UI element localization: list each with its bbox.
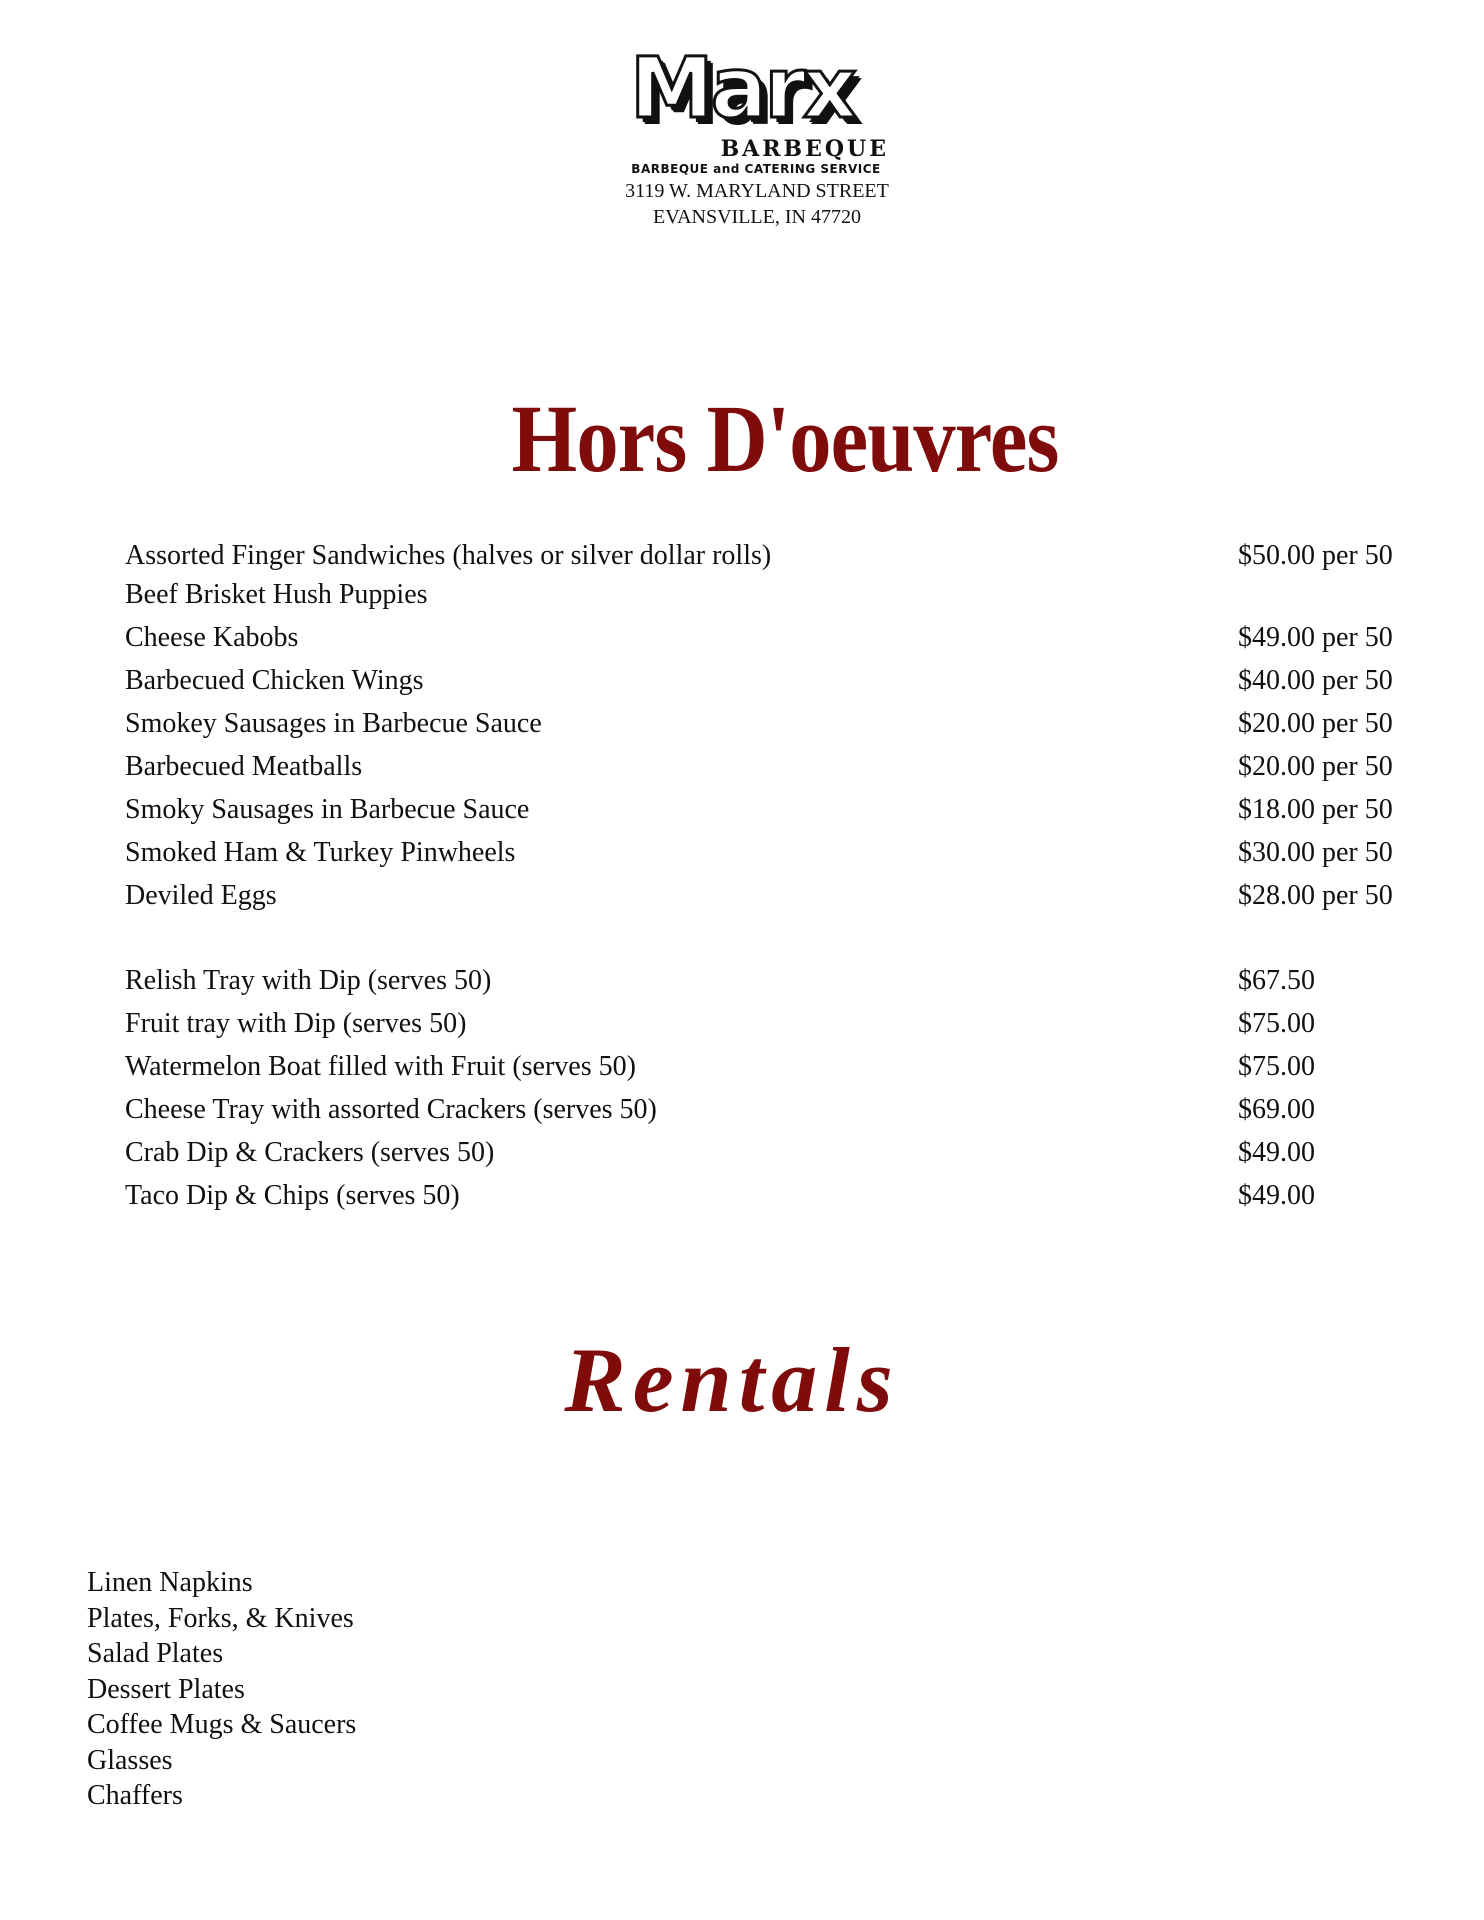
address-line-1: 3119 W. MARYLAND STREET bbox=[625, 180, 889, 202]
menu-item bbox=[125, 1045, 1415, 1088]
menu-item bbox=[125, 959, 1415, 1002]
menu-item-name: Beef Brisket Hush Puppies bbox=[125, 579, 428, 610]
menu-item-name: Crab Dip & Crackers (serves 50) bbox=[125, 1137, 495, 1168]
menu-item-name: Smoked Ham & Turkey Pinwheels bbox=[125, 837, 516, 868]
rentals-title: Rentals bbox=[564, 1329, 900, 1431]
menu-item bbox=[125, 1088, 1415, 1131]
letterhead bbox=[0, 39, 1484, 230]
menu-item bbox=[125, 1174, 1415, 1217]
menu-item-name: Deviled Eggs bbox=[125, 880, 277, 911]
menu-item-price: $20.00 per 50 bbox=[1238, 708, 1393, 739]
menu-item bbox=[125, 788, 1415, 831]
menu-item-price: $40.00 per 50 bbox=[1238, 665, 1393, 696]
menu-item bbox=[125, 745, 1415, 788]
menu-item-name: Cheese Kabobs bbox=[125, 622, 299, 653]
menu-item bbox=[125, 616, 1415, 659]
menu-item-price: $49.00 bbox=[1238, 1137, 1315, 1168]
rental-item: Coffee Mugs & Saucers bbox=[87, 1709, 357, 1740]
menu-item bbox=[125, 659, 1415, 702]
menu-item-name: Watermelon Boat filled with Fruit (serves 50) bbox=[125, 1051, 636, 1082]
menu-item bbox=[125, 538, 1415, 573]
menu-item-price: $69.00 bbox=[1238, 1094, 1315, 1125]
rental-item: Linen Napkins bbox=[87, 1567, 253, 1598]
menu-item bbox=[125, 573, 1415, 616]
rental-item: Chaffers bbox=[87, 1780, 183, 1811]
menu-item-price: $18.00 per 50 bbox=[1238, 794, 1393, 825]
menu-item-price: $49.00 per 50 bbox=[1238, 622, 1393, 653]
rental-item: Dessert Plates bbox=[87, 1673, 245, 1705]
menu-item-name: Smokey Sausages in Barbecue Sauce bbox=[125, 708, 542, 739]
rental-item: Glasses bbox=[87, 1744, 173, 1776]
menu-item-price: $75.00 bbox=[1238, 1008, 1315, 1039]
marx-barbeque-logo bbox=[597, 39, 889, 162]
menu-item-price: $20.00 per 50 bbox=[1238, 751, 1393, 782]
menu-item-price: $75.00 bbox=[1238, 1051, 1315, 1082]
address-line-2: EVANSVILLE, IN 47720 bbox=[653, 206, 861, 228]
menu-item bbox=[125, 702, 1415, 745]
logo-wordmark: Marx bbox=[630, 39, 854, 137]
menu-item-price: $30.00 per 50 bbox=[1238, 837, 1393, 868]
menu-item-name: Cheese Tray with assorted Crackers (serves 50) bbox=[125, 1094, 657, 1125]
hors-doeuvres-menu bbox=[125, 538, 1415, 1217]
menu-item bbox=[125, 1131, 1415, 1174]
menu-item-name: Smoky Sausages in Barbecue Sauce bbox=[125, 794, 530, 825]
menu-item-price: $50.00 per 50 bbox=[1238, 540, 1393, 571]
menu-item-name: Taco Dip & Chips (serves 50) bbox=[125, 1180, 460, 1211]
menu-item bbox=[125, 831, 1415, 874]
company-tagline: BARBEQUE and CATERING SERVICE bbox=[631, 162, 881, 176]
menu-item bbox=[125, 1002, 1415, 1045]
menu-item-price: $28.00 per 50 bbox=[1238, 880, 1393, 911]
hors-doeuvres-title: Hors D'oeuvres bbox=[511, 385, 1059, 492]
menu-item-name: Fruit tray with Dip (serves 50) bbox=[125, 1008, 467, 1039]
rental-item: Plates, Forks, & Knives bbox=[87, 1602, 354, 1634]
menu-item-name: Relish Tray with Dip (serves 50) bbox=[125, 965, 492, 996]
logo-subtext: BARBEQUE bbox=[720, 136, 889, 162]
rental-item: Salad Plates bbox=[87, 1638, 224, 1669]
menu-item-price: $49.00 bbox=[1238, 1180, 1315, 1211]
menu-item bbox=[125, 874, 1415, 917]
menu-item-name: Assorted Finger Sandwiches (halves or silver dollar rolls) bbox=[125, 540, 772, 571]
menu-item-name: Barbecued Meatballs bbox=[125, 751, 363, 782]
menu-item-price: $67.50 bbox=[1238, 965, 1315, 996]
menu-item-name: Barbecued Chicken Wings bbox=[125, 665, 424, 696]
rentals-list bbox=[87, 1565, 356, 1814]
